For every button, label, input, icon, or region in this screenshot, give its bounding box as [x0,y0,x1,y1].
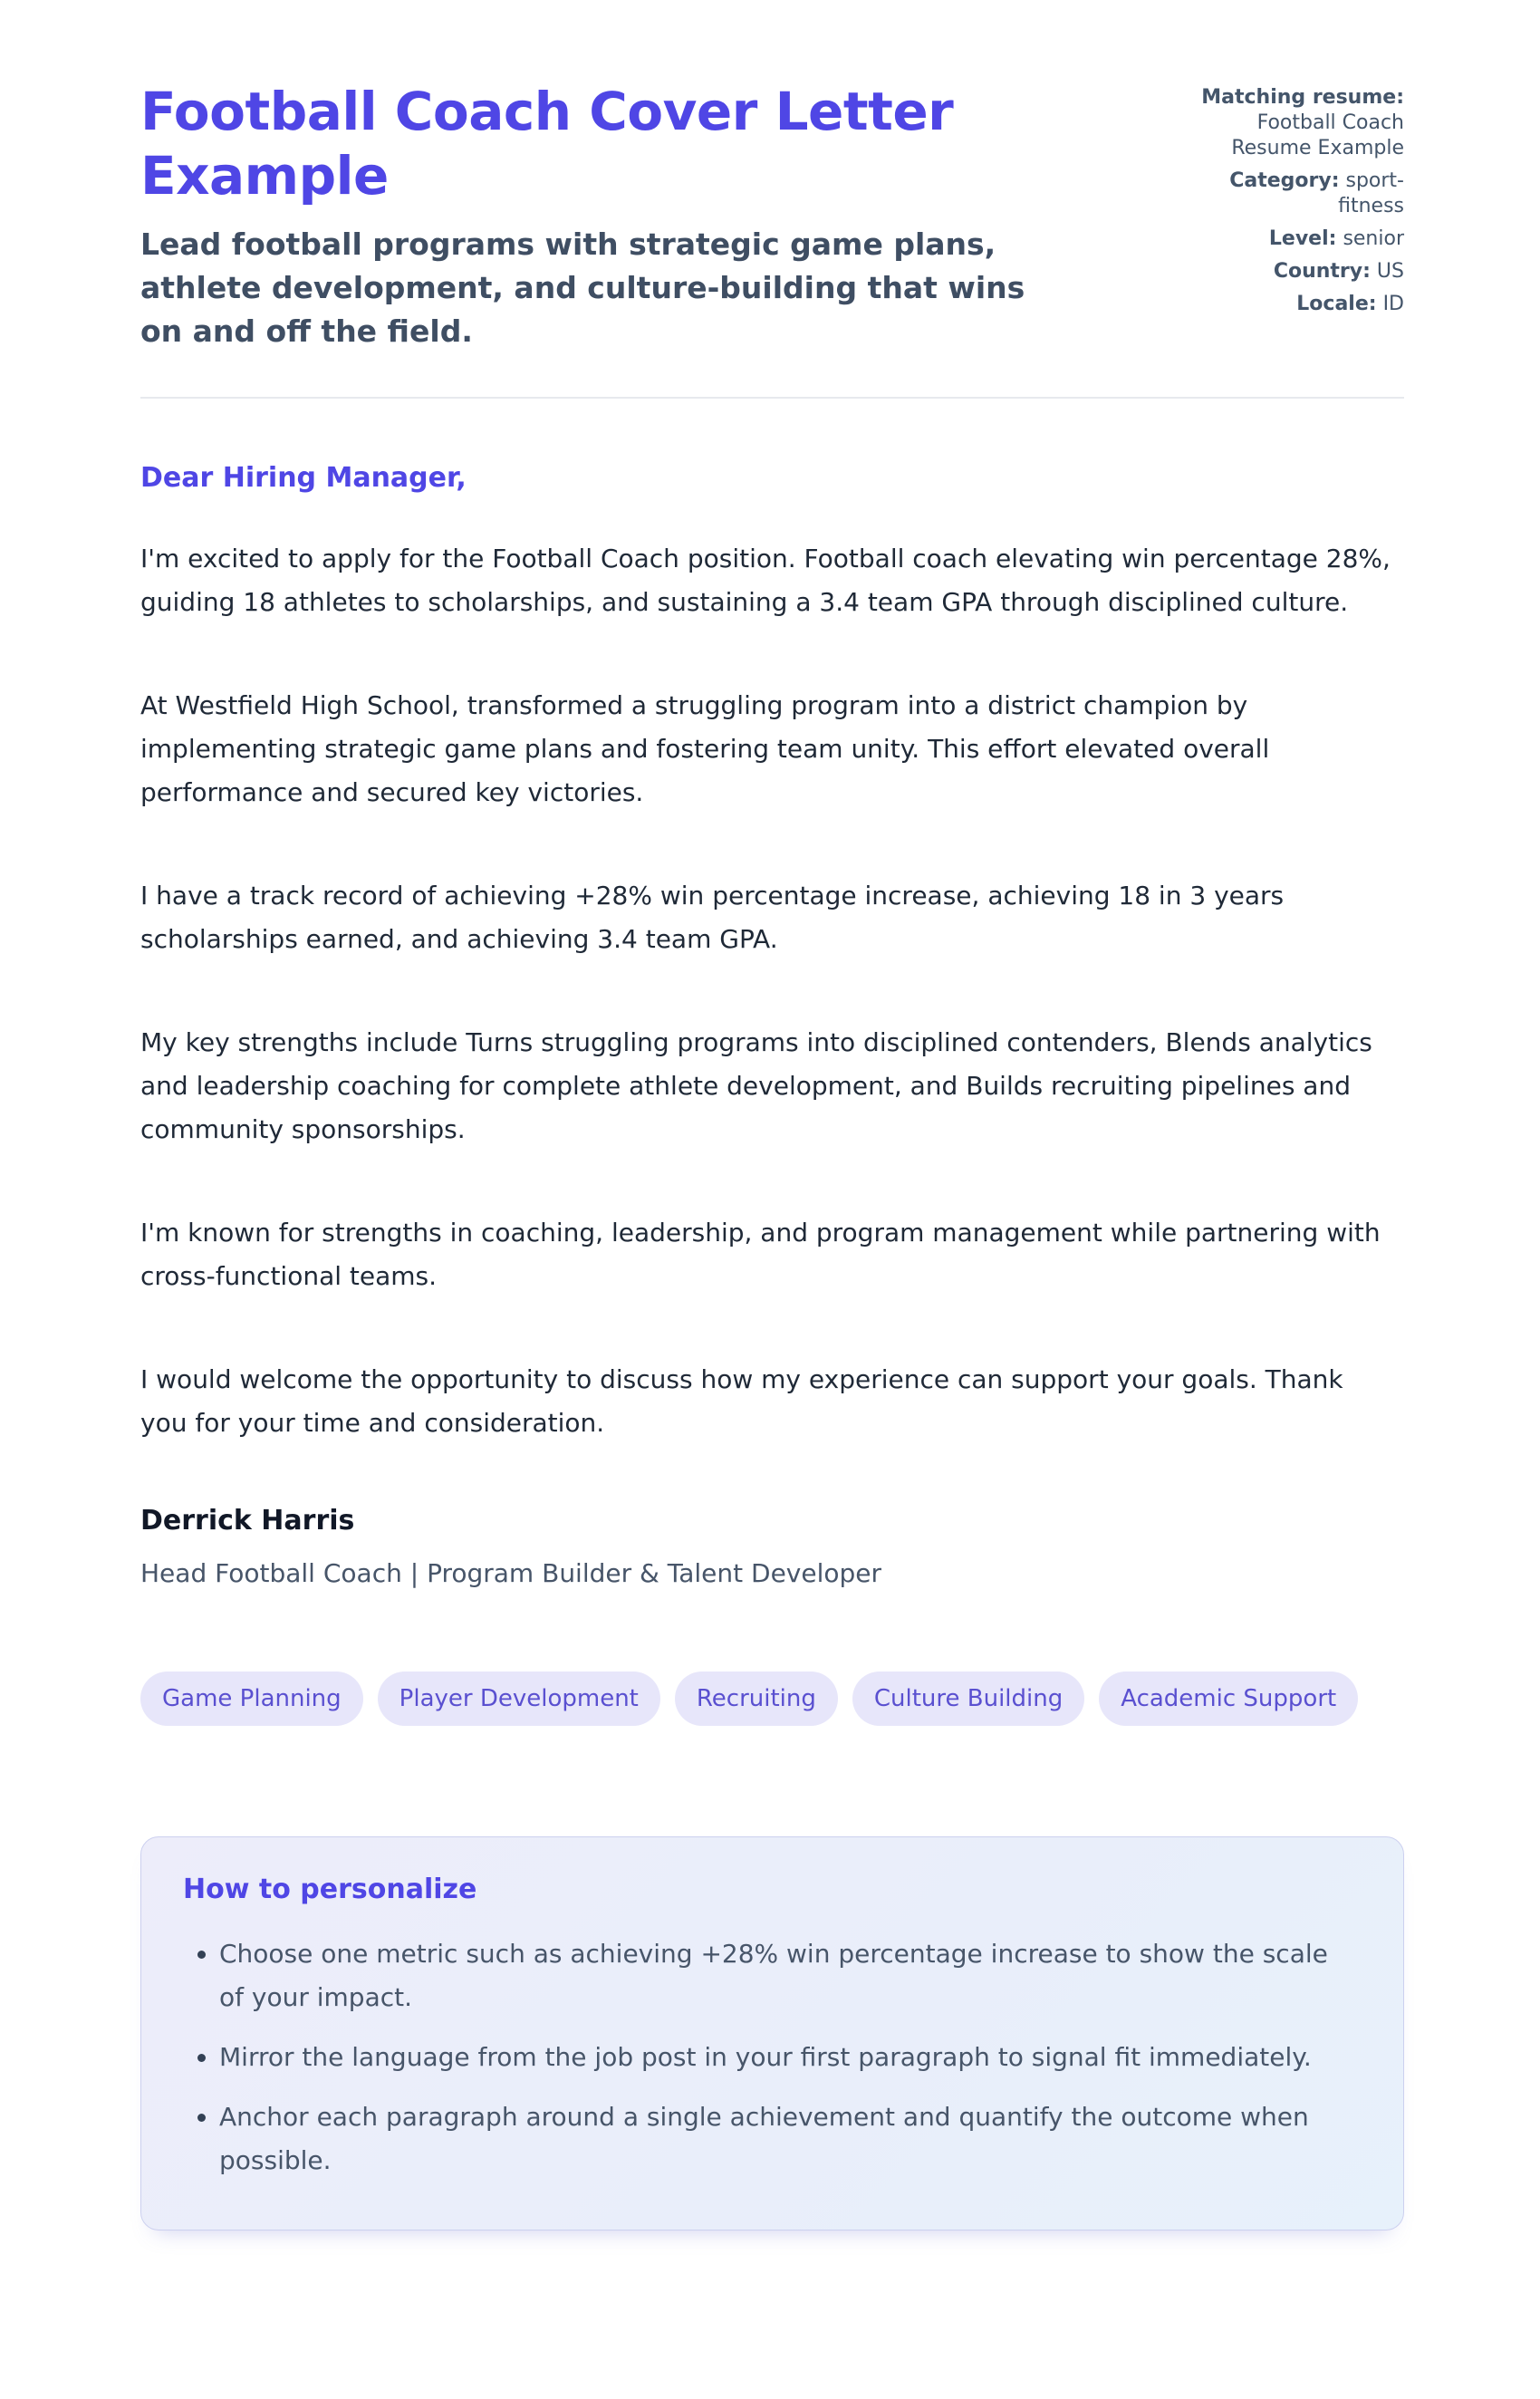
letter-paragraph: I'm excited to apply for the Football Coach position. Football coach elevating win percentage 28%, guiding 18 athletes to scholarships, and sustaining a 3.4 team GPA through disciplined culture. [140,543,1391,617]
skill-tags-row [140,1672,1404,1726]
personalize-tip: • Anchor each paragraph around a single achievement and quantify the outcome when possible. [219,2096,1329,2182]
page-subtitle: Lead football programs with strategic game plans, athlete development, and culture-building that wins on and off the field. [140,226,1025,349]
letter-paragraph: At Westfield High School, transformed a struggling program into a district champion by implementing strategic game plans and fostering team unity. This effort elevated overall performance and secured key victories. [140,689,1270,807]
skill-tag-game-planning: Game Planning [140,1672,363,1726]
meta-label-matching-resume: Matching resume: [1201,86,1404,109]
cover-letter-body [140,462,1404,1726]
letter-greeting: Dear Hiring Manager, [140,461,467,494]
page-header [140,80,1404,353]
personalize-tip: • Choose one metric such as achieving +28% win percentage increase to show the scale of your impact. [219,1932,1329,2019]
meta-value-matching-resume: Football Coach Resume Example [1231,111,1404,159]
letter-paragraphs [140,537,1404,1445]
meta-label-locale: Locale: [1296,293,1377,315]
letter-paragraph: I'm known for strengths in coaching, leadership, and program management while partnering with cross-functional teams. [140,1217,1381,1291]
meta-item-level [1178,226,1404,252]
skill-tag-culture-building: Culture Building [852,1672,1084,1726]
meta-value-locale: ID [1382,293,1404,315]
skill-tag-academic-support: Academic Support [1099,1672,1358,1726]
personalize-title: How to personalize [183,1873,477,1905]
signature-block [140,1505,1404,1588]
resume-meta-panel [1178,80,1404,324]
personalize-list [183,1932,1352,2182]
meta-item-locale [1178,292,1404,317]
meta-item-country [1178,259,1404,284]
skill-tag-recruiting: Recruiting [675,1672,838,1726]
signature-name: Derrick Harris [140,1504,355,1537]
meta-item-category [1178,169,1404,219]
page-title: Football Coach Cover Letter Example [140,81,954,207]
meta-label-category: Category: [1229,169,1340,192]
letter-paragraph: My key strengths include Turns struggling programs into disciplined contenders, Blends analytics and leadership coaching for complete athlete development, and Builds recruiting pipelines and community sponsorships. [140,1026,1372,1144]
header-divider [140,397,1404,399]
letter-paragraph: I would welcome the opportunity to discuss how my experience can support your goals. Thank you for your time and consideration. [140,1363,1343,1438]
letter-paragraph: I have a track record of achieving +28% win percentage increase, achieving 18 in 3 years scholarships earned, and achieving 3.4 team GPA. [140,880,1285,954]
meta-value-country: US [1376,260,1404,283]
meta-item-matching-resume [1178,85,1404,161]
meta-value-category: sport-fitness [1338,169,1404,217]
personalize-tip: • Mirror the language from the job post in your first paragraph to signal fit immediately. [219,2036,1329,2079]
meta-value-level: senior [1343,227,1404,250]
skill-tag-player-development: Player Development [378,1672,660,1726]
personalize-box [140,1836,1404,2230]
meta-label-country: Country: [1273,260,1371,283]
header-title-block [140,80,1073,353]
signature-role: Head Football Coach | Program Builder & Talent Developer [140,1557,882,1588]
meta-label-level: Level: [1268,227,1337,250]
